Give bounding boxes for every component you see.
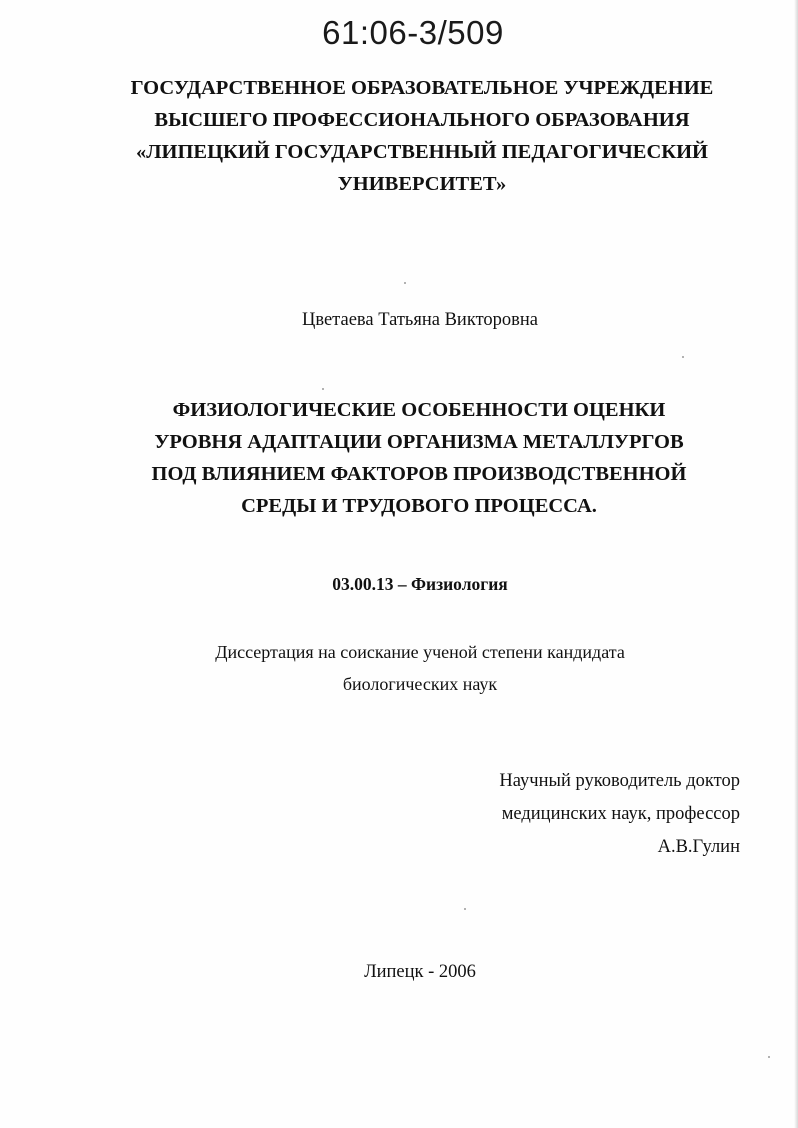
title-line: СРЕДЫ И ТРУДОВОГО ПРОЦЕССА. (241, 495, 597, 517)
catalog-stamp: 61:06-3/509 (322, 14, 504, 51)
title-line: УРОВНЯ АДАПТАЦИИ ОРГАНИЗМА МЕТАЛЛУРГОВ (154, 431, 684, 453)
degree-line: Диссертация на соискание ученой степени кандидата (215, 642, 625, 662)
supervisor-block (499, 765, 740, 864)
institution-header (0, 72, 798, 200)
scan-speck (322, 388, 324, 390)
scan-speck (464, 908, 466, 910)
author-name: Цветаева Татьяна Викторовна (301, 310, 539, 330)
scan-speck (404, 282, 406, 284)
degree-statement (0, 636, 798, 700)
scan-speck (768, 1056, 770, 1058)
title-line: ПОД ВЛИЯНИЕМ ФАКТОРОВ ПРОИЗВОДСТВЕННОЙ (151, 463, 687, 485)
dissertation-title (0, 394, 798, 522)
title-line: ФИЗИОЛОГИЧЕСКИЕ ОСОБЕННОСТИ ОЦЕНКИ (172, 399, 666, 421)
supervisor-line: Научный руководитель доктор (499, 771, 740, 791)
institution-line: «ЛИПЕЦКИЙ ГОСУДАРСТВЕННЫЙ ПЕДАГОГИЧЕСКИЙ (135, 141, 709, 163)
scan-speck (682, 356, 684, 358)
supervisor-line: А.В.Гулин (657, 837, 740, 857)
degree-line: биологических наук (342, 674, 498, 694)
institution-line: ГОСУДАРСТВЕННОЕ ОБРАЗОВАТЕЛЬНОЕ УЧРЕЖДЕНИЕ (130, 77, 714, 99)
specialty-code: 03.00.13 – Физиология (332, 574, 508, 594)
supervisor-line: медицинских наук, профессор (501, 804, 740, 824)
institution-line: УНИВЕРСИТЕТ» (337, 173, 507, 195)
place-year: Липецк - 2006 (364, 962, 476, 982)
institution-line: ВЫСШЕГО ПРОФЕССИОНАЛЬНОГО ОБРАЗОВАНИЯ (154, 109, 690, 131)
